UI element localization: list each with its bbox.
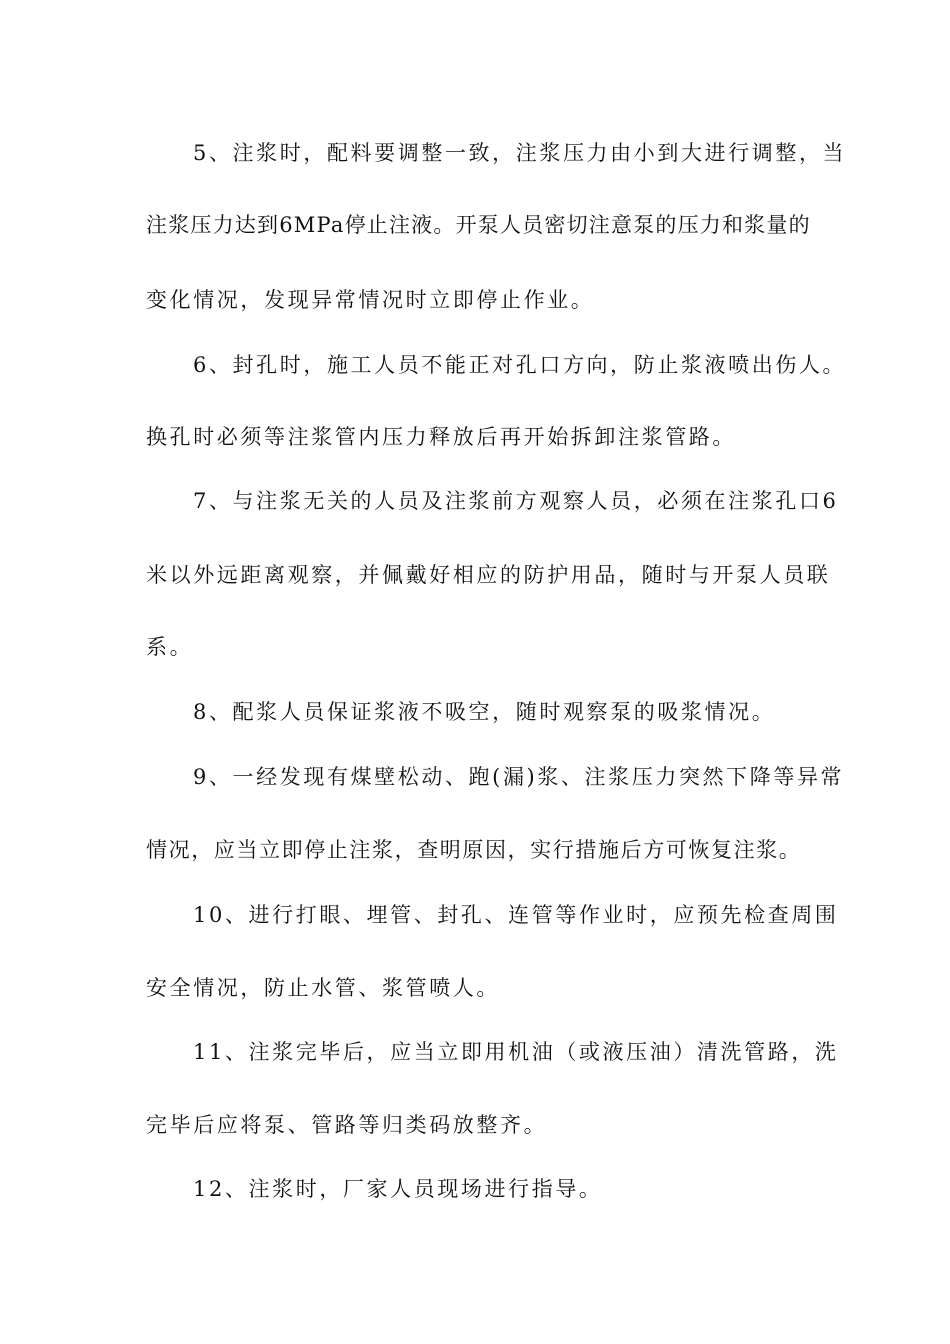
paragraph-text: 情况，应当立即停止注浆，查明原因，实行措施后方可恢复注浆。 [146, 838, 802, 862]
paragraph-text: 9、一经发现有煤壁松动、跑(漏)浆、注浆压力突然下降等异常 [193, 765, 845, 789]
paragraph-text: 6、封孔时，施工人员不能正对孔口方向，防止浆液喷出伤人。 [193, 353, 847, 377]
paragraph-text: 换孔时必须等注浆管内压力释放后再开始拆卸注浆管路。 [146, 425, 736, 449]
paragraph-text: 变化情况，发现异常情况时立即停止作业。 [146, 288, 595, 312]
paragraph-text: 12、注浆时，厂家人员现场进行指导。 [193, 1177, 603, 1201]
paragraph-text: 完毕后应将泵、管路等归类码放整齐。 [146, 1113, 548, 1137]
paragraph-text: 安全情况，防止水管、浆管喷人。 [146, 976, 500, 1000]
paragraph-text: 注浆压力达到6MPa停止注液。开泵人员密切注意泵的压力和浆量的 [146, 213, 811, 237]
paragraph-text: 系。 [146, 635, 194, 659]
paragraph-text: 5、注浆时，配料要调整一致，注浆压力由小到大进行调整，当 [193, 141, 847, 165]
paragraph-text: 米以外远距离观察，并佩戴好相应的防护用品，随时与开泵人员联 [146, 563, 831, 587]
paragraph-text: 8、配浆人员保证浆液不吸空，随时观察泵的吸浆情况。 [193, 700, 776, 724]
paragraph-text: 11、注浆完毕后，应当立即用机油（或液压油）清洗管路，洗 [193, 1040, 839, 1064]
paragraph-text: 10、进行打眼、埋管、封孔、连管等作业时，应预先检查周围 [193, 903, 839, 927]
paragraph-text: 7、与注浆无关的人员及注浆前方观察人员，必须在注浆孔口6 [193, 489, 839, 513]
